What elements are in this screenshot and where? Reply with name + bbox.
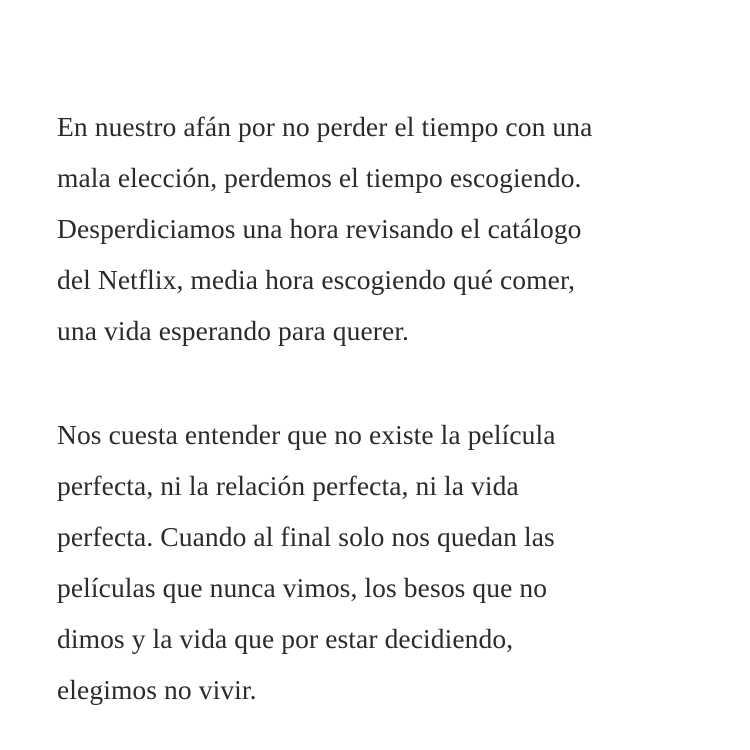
text-line: del Netflix, media hora escogiendo qué comer, [57, 264, 576, 295]
text-line: películas que nunca vimos, los besos que no [57, 572, 548, 603]
text-line: Desperdiciamos una hora revisando el catálogo [57, 213, 582, 244]
text-line: elegimos no vivir. [57, 674, 257, 705]
text-line: Nos cuesta entender que no existe la película [57, 419, 556, 450]
text-line: mala elección, perdemos el tiempo escogiendo. [57, 162, 582, 193]
text-line: perfecta, ni la relación perfecta, ni la vida [57, 470, 519, 501]
text-line: En nuestro afán por no perder el tiempo con una [57, 111, 593, 142]
text-line: dimos y la vida que por estar decidiendo, [57, 623, 514, 654]
text-line: una vida esperando para querer. [57, 315, 410, 346]
text-line: perfecta. Cuando al final solo nos quedan las [57, 521, 555, 552]
